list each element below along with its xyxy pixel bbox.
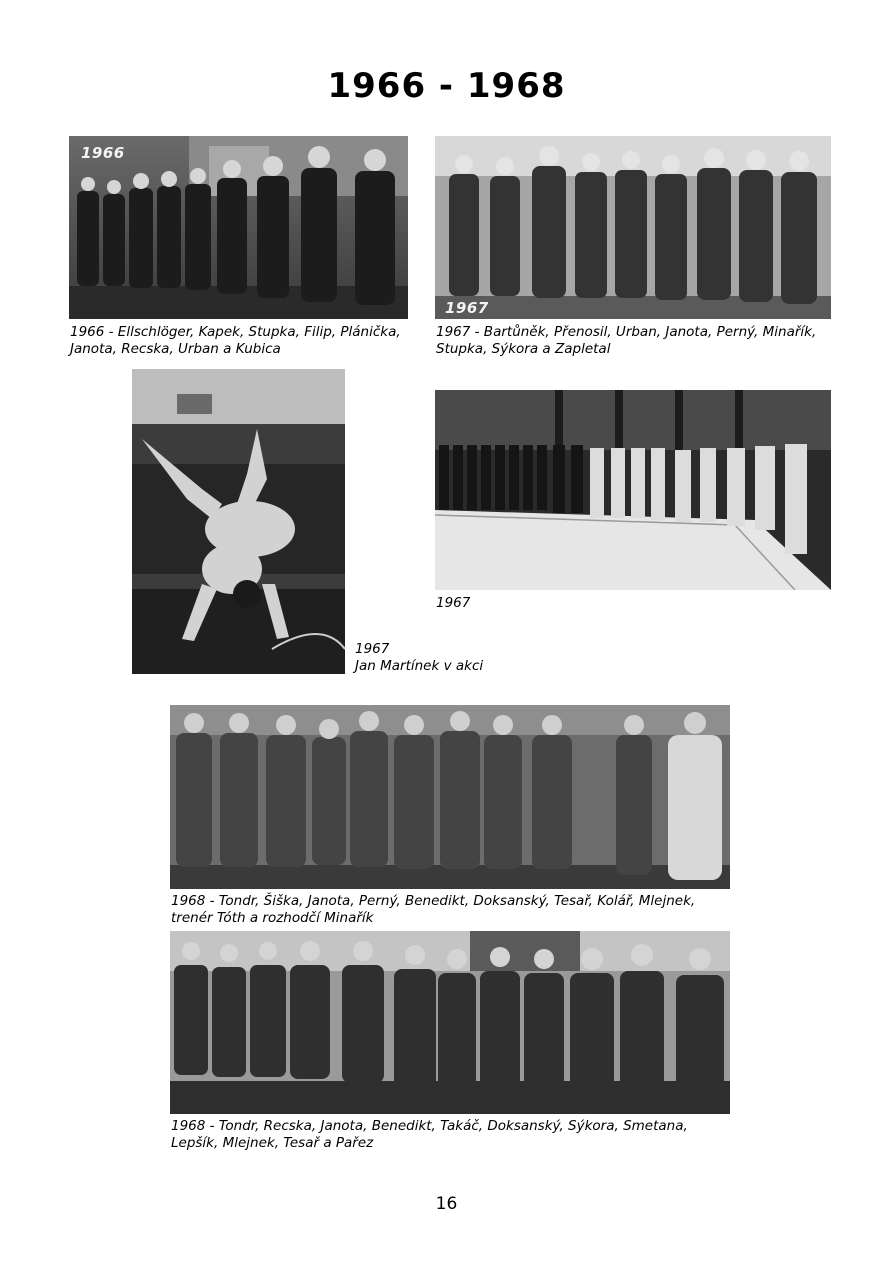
page-title: 1966 - 1968 [327,66,566,106]
photo-arena-caption: 1967 [436,595,471,611]
photo-1966-team [69,136,408,319]
photo-1967-team [435,136,831,319]
photo-1967-team-caption: 1967 - Bartůněk, Přenosil, Urban, Janota, Perný, Minařík, Stupka, Sýkora a Zapletal [436,324,817,357]
photo-action-caption-year: 1967 [355,641,390,657]
photo-1968-team-b [170,931,730,1114]
photo-year-stamp: 1966 [81,144,125,162]
photo-1967-arena [435,390,831,590]
photo-1966-caption: 1966 - Ellschlöger, Kapek, Stupka, Filip, Plánička, Janota, Recska, Urban a Kubica [70,324,401,357]
photo-1967-wrestling-action [132,369,345,674]
page-number: 16 [435,1194,458,1214]
photo-year-stamp: 1967 [445,299,489,317]
photo-action-caption: Jan Martínek v akci [355,658,484,674]
photo-1968-a-caption: 1968 - Tondr, Šiška, Janota, Perný, Benedikt, Doksanský, Tesař, Kolář, Mlejnek, trenér Tóth a rozhodčí Minařík [171,893,696,926]
photo-1968-team-a [170,705,730,889]
photo-1968-b-caption: 1968 - Tondr, Recska, Janota, Benedikt, Takáč, Doksanský, Sýkora, Smetana, Lepšík, Mlejnek, Tesař a Pařez [171,1118,688,1151]
